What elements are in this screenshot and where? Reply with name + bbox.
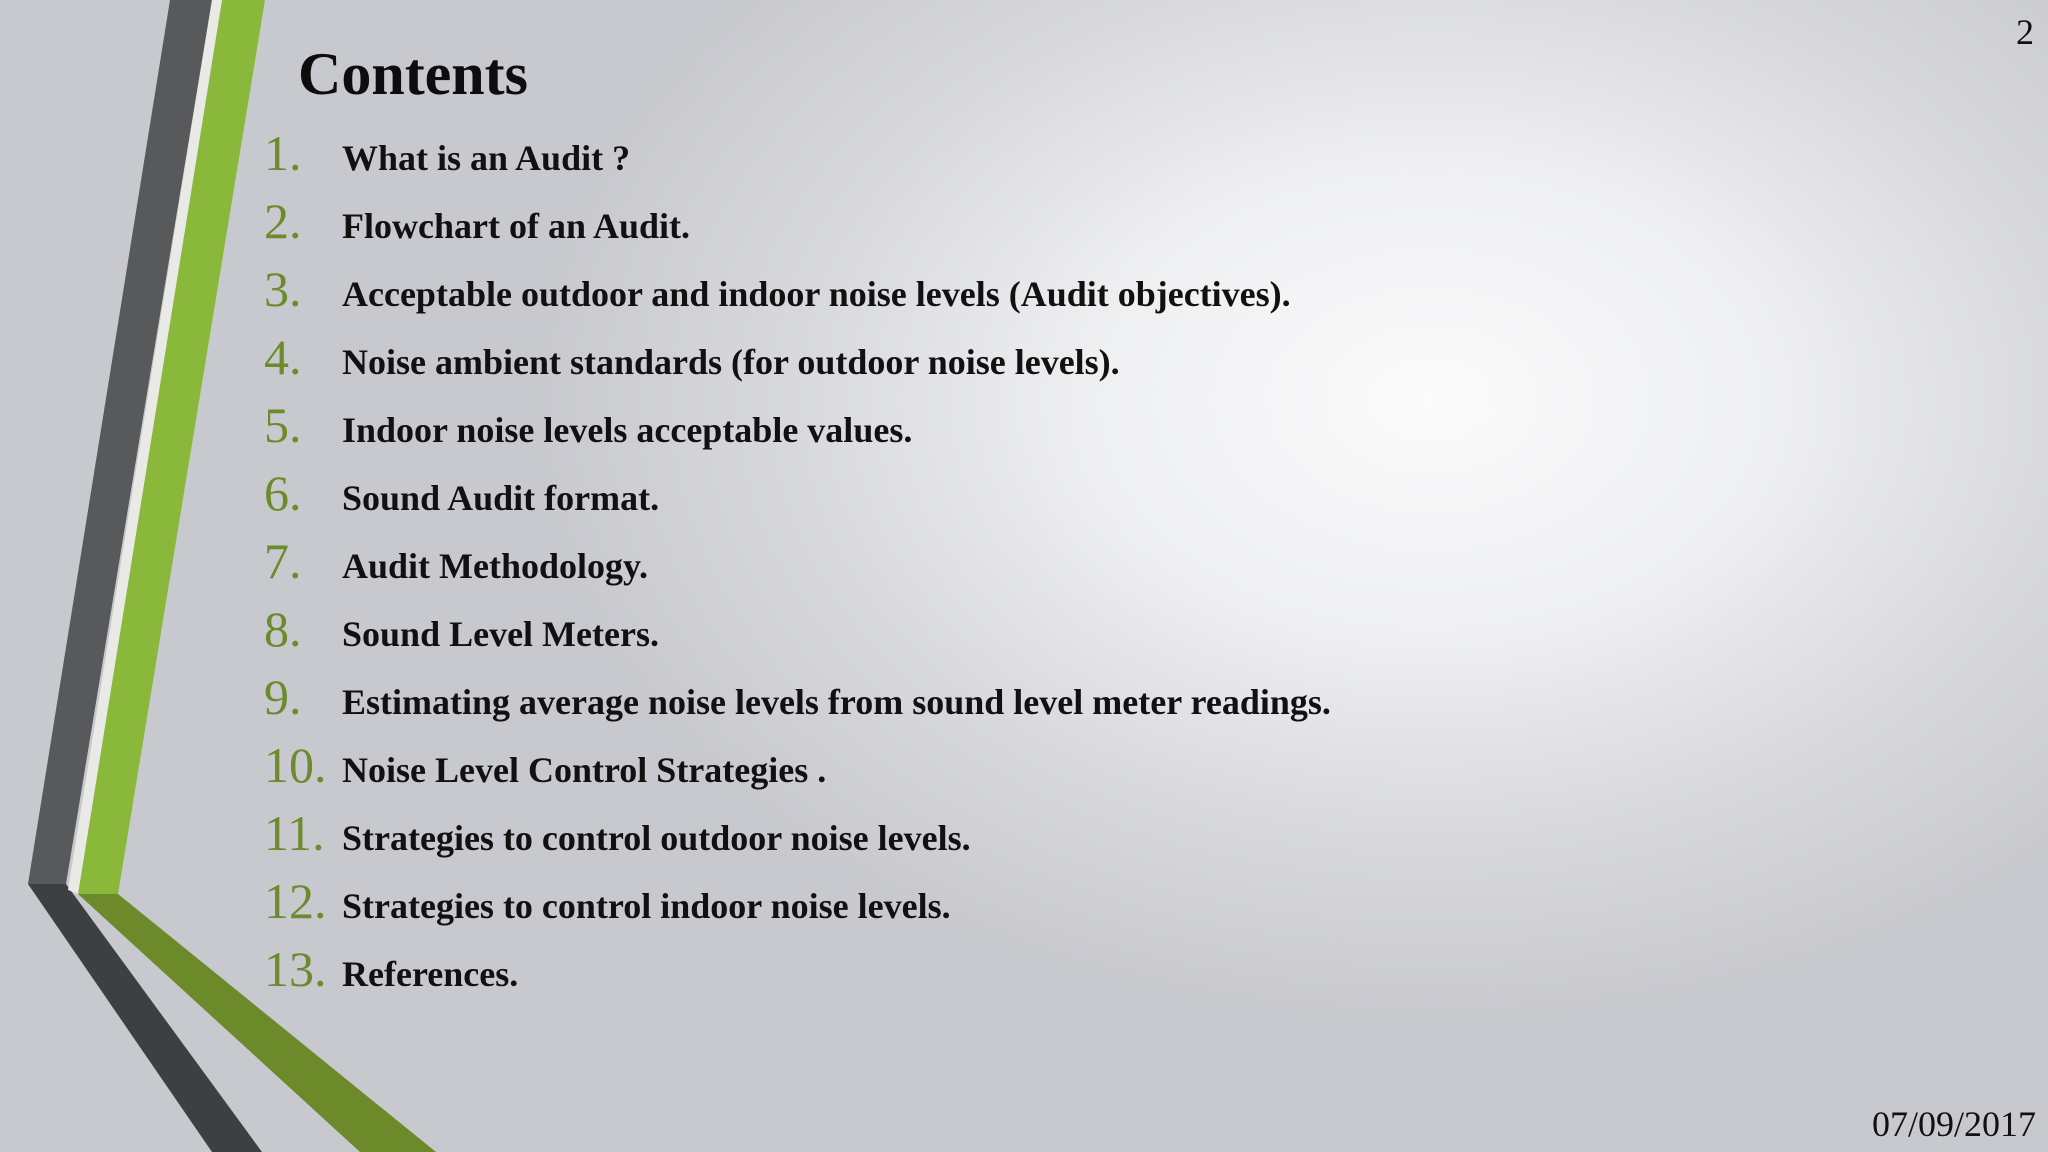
list-item xyxy=(264,124,1764,192)
highlight-line xyxy=(68,0,222,894)
list-item xyxy=(264,940,1764,1008)
item-text: Sound Audit format. xyxy=(342,478,660,518)
item-number: 2. xyxy=(264,193,302,249)
item-number: 11. xyxy=(264,805,325,861)
list-item xyxy=(264,736,1764,804)
list-item xyxy=(264,600,1764,668)
item-number: 6. xyxy=(264,465,302,521)
item-text: Noise Level Control Strategies . xyxy=(342,750,827,790)
item-text: Strategies to control outdoor noise levels. xyxy=(342,818,971,858)
list-item xyxy=(264,532,1764,600)
item-number: 9. xyxy=(264,669,302,725)
list-item xyxy=(264,464,1764,532)
item-text: Noise ambient standards (for outdoor noise levels). xyxy=(342,342,1120,382)
slide-date: 07/09/2017 xyxy=(1871,1104,2036,1144)
page-title: Contents xyxy=(298,41,529,107)
list-item xyxy=(264,260,1764,328)
item-number: 3. xyxy=(264,261,302,317)
item-text: Indoor noise levels acceptable values. xyxy=(342,410,913,450)
item-text: References. xyxy=(342,954,519,994)
item-text: Acceptable outdoor and indoor noise levels (Audit objectives). xyxy=(342,274,1291,314)
list-item xyxy=(264,192,1764,260)
item-number: 7. xyxy=(264,533,302,589)
contents-list xyxy=(264,124,1764,1008)
item-number: 13. xyxy=(264,941,327,997)
item-number: 1. xyxy=(264,125,302,181)
list-item xyxy=(264,804,1764,872)
item-number: 4. xyxy=(264,329,302,385)
item-text: Flowchart of an Audit. xyxy=(342,206,691,246)
item-number: 12. xyxy=(264,873,327,929)
item-text: Estimating average noise levels from sound level meter readings. xyxy=(342,682,1331,722)
item-text: Sound Level Meters. xyxy=(342,614,659,654)
list-item xyxy=(264,872,1764,940)
item-number: 8. xyxy=(264,601,302,657)
item-text: Strategies to control indoor noise levels. xyxy=(342,886,951,926)
item-text: What is an Audit ? xyxy=(342,138,631,178)
item-text: Audit Methodology. xyxy=(342,546,649,586)
page-number: 2 xyxy=(2016,12,2034,52)
list-item xyxy=(264,328,1764,396)
list-item xyxy=(264,396,1764,464)
list-item xyxy=(264,668,1764,736)
item-number: 5. xyxy=(264,397,302,453)
item-number: 10. xyxy=(264,737,327,793)
